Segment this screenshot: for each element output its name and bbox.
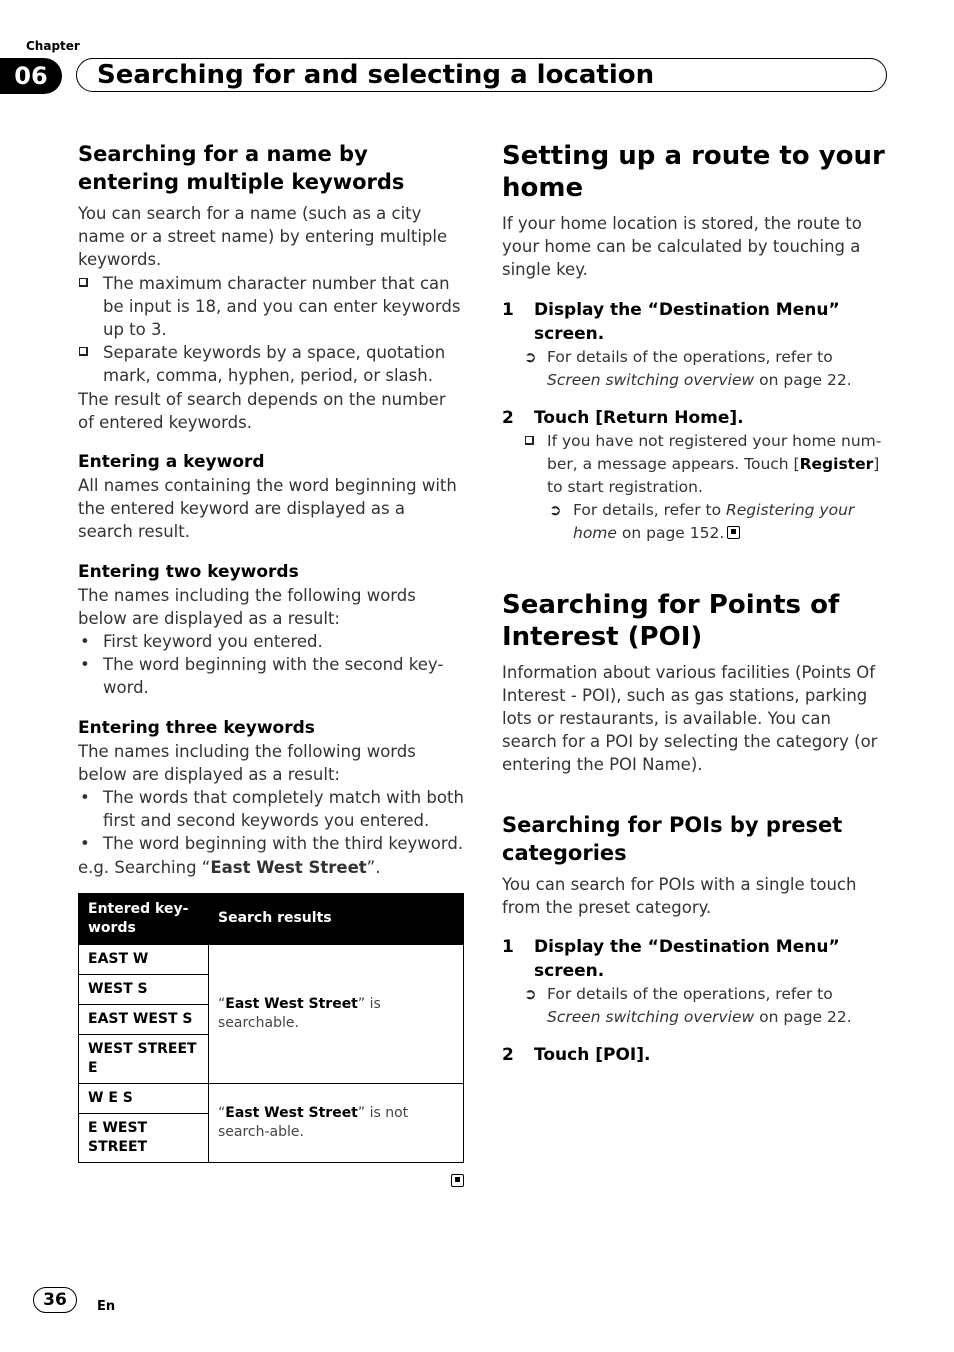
section-heading-route-home: Setting up a route to your home (502, 141, 885, 203)
note-item: The maximum character number that can be input is 18, and you can enter keywords up to 3. (78, 272, 464, 342)
section-end (78, 1171, 464, 1190)
reference-note: ➲ For details, refer to Registering your home on page 152. (549, 500, 855, 542)
arrow-reference-icon: ➲ (524, 985, 537, 1004)
example-text: e.g. Searching “East West Street”. (78, 857, 381, 877)
poi-intro: Information about various facilities (Points Of Interest - POI), such as gas stations, parking lots or restaurants, is available. You can search for a POI by selecting the category (or entering the POI Name). (502, 662, 878, 775)
list-item: • The word beginning with the second key-word. (80, 655, 444, 698)
chapter-title-text: Searching for and selecting a location (97, 60, 655, 90)
arrow-reference-icon: ➲ (524, 347, 537, 366)
table-cell-keyword: W E S (79, 1083, 209, 1113)
note-item: If you have not registered your home num-ber, a message appears. Touch [Register] to start registration. (502, 430, 888, 499)
checkbox-icon (79, 278, 88, 287)
chapter-title (76, 58, 887, 92)
note-item: Separate keywords by a space, quotation mark, comma, hyphen, period, or slash. (78, 341, 464, 387)
step-item: 2 Touch [Return Home]. (502, 407, 744, 428)
checkbox-icon (79, 347, 88, 356)
table-cell-result: “East West Street” is not search-able. (209, 1083, 464, 1162)
section-heading-poi: Searching for Points of Interest (POI) (502, 589, 840, 652)
result-note: The result of search depends on the number of entered keywords. (78, 389, 446, 432)
arrow-reference-icon: ➲ (549, 500, 562, 519)
preset-intro: You can search for POIs with a single touch from the preset category. (502, 874, 857, 917)
table-cell-keyword: WEST S (79, 974, 209, 1004)
reference-note: ➲ For details of the operations, refer to Screen switching overview on page 22. (524, 347, 852, 389)
list-item: • The word beginning with the third keyword. (78, 832, 464, 855)
intro-text: You can search for a name (such as a city name or a street name) by entering multiple keywords. (78, 204, 448, 270)
subheading-three-keywords: Entering three keywords (78, 717, 315, 738)
table-row (79, 1083, 464, 1113)
subheading-two-keywords: Entering two keywords (78, 561, 299, 582)
list-item: • First keyword you entered. (78, 630, 464, 653)
table-cell-keyword: E WEST STREET (79, 1113, 209, 1162)
table-cell-result: “East West Street” is searchable. (209, 944, 464, 1083)
table-header-row (79, 893, 464, 944)
table-row (79, 944, 464, 974)
table-cell-keyword: EAST W (79, 944, 209, 974)
list-item: • The words that completely match with both first and second keywords you entered. (80, 788, 464, 831)
section-heading-preset-categories: Searching for POIs by preset categories (502, 812, 843, 865)
bullet-icon: • (80, 834, 90, 854)
subheading-one-keyword: Entering a keyword (78, 452, 265, 473)
step-item: 1 Display the “Destination Menu” screen. (502, 937, 840, 982)
table-header-results: Search results (209, 893, 464, 944)
one-keyword-text: All names containing the word beginning with the entered keyword are displayed as a search result. (78, 476, 457, 542)
chapter-number: 06 (0, 58, 62, 94)
section-heading-multiple-keywords: Searching for a name by entering multiple keywords (78, 142, 405, 194)
table-cell-keyword: EAST WEST S (79, 1004, 209, 1034)
table-header-keywords: Entered key-words (79, 893, 209, 944)
reference-note: ➲ For details of the operations, refer to Screen switching overview on page 22. (524, 985, 852, 1027)
left-column (78, 140, 464, 1190)
language-label: En (97, 1299, 116, 1314)
end-mark-icon (451, 1174, 464, 1187)
route-home-intro: If your home location is stored, the route to your home can be calculated by touching a single key. (502, 214, 862, 280)
step-item: 2 Touch [POI]. (502, 1045, 651, 1066)
page-number: 36 (33, 1287, 77, 1313)
step-item: 1 Display the “Destination Menu” screen. (502, 299, 840, 344)
table-cell-keyword: WEST STREET E (79, 1034, 209, 1083)
two-keywords-text: The names including the following words below are displayed as a result: (78, 585, 416, 628)
chapter-label: Chapter (26, 39, 80, 53)
bullet-icon: • (80, 655, 90, 675)
right-column (502, 140, 888, 1067)
checkbox-icon (525, 436, 534, 445)
end-mark-icon (727, 526, 740, 539)
bullet-icon: • (80, 632, 90, 652)
bullet-icon: • (80, 788, 90, 808)
three-keywords-text: The names including the following words below are displayed as a result: (78, 741, 416, 784)
keyword-table (78, 893, 464, 1163)
